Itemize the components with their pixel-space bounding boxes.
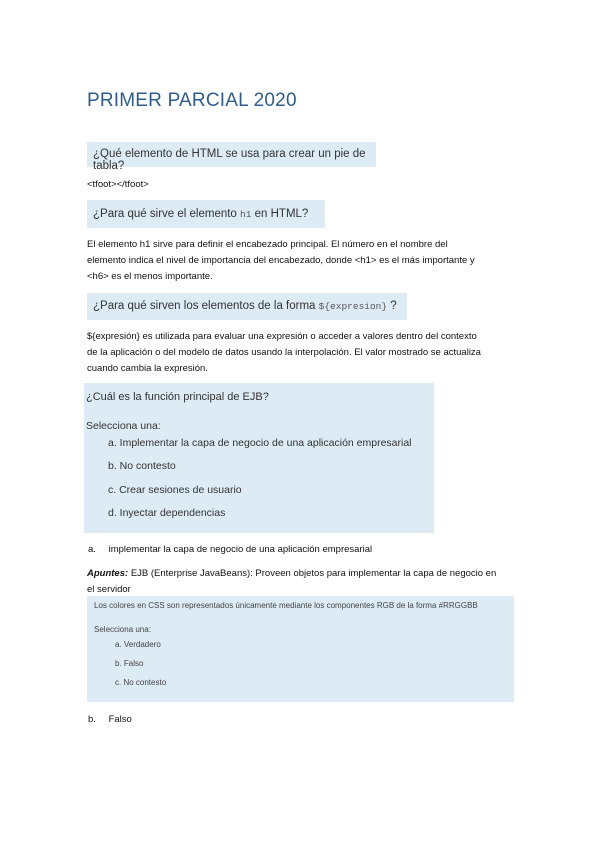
answer-2-line: El elemento h1 sirve para definir el encabezado principal. El número en el nombre del	[87, 239, 448, 250]
question-2-box	[87, 200, 325, 228]
question-2-text	[93, 208, 308, 220]
question-1-text: ¿Qué elemento de HTML se usa para crear un pie de tabla?	[93, 148, 366, 172]
question-5-box	[87, 596, 514, 702]
question-4-prompt: Selecciona una:	[86, 420, 161, 432]
answer-5-letter: b.	[88, 714, 96, 725]
answer-3-line: de la aplicación o del modelo de datos usando la interpolación. El valor mostrado se actualiza	[87, 347, 481, 358]
question-5-text: Los colores en CSS son representados únicamente mediante los componentes RGB de la forma #RRGGBB	[94, 601, 478, 610]
question-3-after: ?	[390, 300, 397, 312]
question-2-code: h1	[240, 209, 252, 220]
answer-2	[87, 237, 527, 285]
question-5-option-a: a. Verdadero	[115, 640, 161, 649]
question-2-before: ¿Para qué sirve el elemento	[93, 208, 237, 220]
answer-1: <tfoot></tfoot>	[87, 179, 149, 190]
answer-4-text: implementar la capa de negocio de una aplicación empresarial	[108, 544, 373, 555]
question-5-option-c: c. No contesto	[115, 678, 167, 687]
question-5-prompt: Selecciona una:	[94, 625, 151, 634]
question-3-code: ${expresion}	[318, 301, 388, 312]
question-4-option-d: d. Inyectar dependencias	[108, 507, 226, 519]
question-4-text: ¿Cuál es la función principal de EJB?	[86, 391, 269, 403]
answer-5	[88, 712, 132, 728]
question-3-box	[87, 293, 407, 320]
notes-line-1: EJB (Enterprise JavaBeans): Proveen objetos para implementar la capa de negocio en	[130, 568, 497, 579]
notes	[87, 566, 527, 598]
question-1-box	[87, 142, 376, 172]
notes-line-2: el servidor	[87, 584, 131, 595]
question-4-option-b: b. No contesto	[108, 460, 176, 472]
question-3-before: ¿Para qué sirven los elementos de la forma	[93, 300, 316, 312]
answer-2-line: <h6> es el menos importante.	[87, 271, 213, 282]
answer-3-line: ${expresión} es utilizada para evaluar una expresión o acceder a valores dentro del contexto	[87, 331, 477, 342]
answer-2-line: elemento indica el nivel de importancia del encabezado, donde <h1> es el más importante y	[87, 255, 475, 266]
notes-label: Apuntes:	[87, 568, 129, 579]
question-3-text	[93, 300, 397, 312]
question-5-option-b: b. Falso	[115, 659, 144, 668]
question-4-option-a: a. Implementar la capa de negocio de una aplicación empresarial	[108, 437, 412, 449]
answer-4	[88, 542, 372, 558]
answer-3-line: cuando cambia la expresión.	[87, 363, 208, 374]
page-title: PRIMER PARCIAL 2020	[87, 90, 297, 111]
question-4-option-c: c. Crear sesiones de usuario	[108, 484, 242, 496]
question-4-box	[84, 383, 434, 533]
answer-5-text: Falso	[108, 714, 132, 725]
answer-3	[87, 329, 527, 377]
answer-4-letter: a.	[88, 544, 96, 555]
question-2-after: en HTML?	[254, 208, 309, 220]
